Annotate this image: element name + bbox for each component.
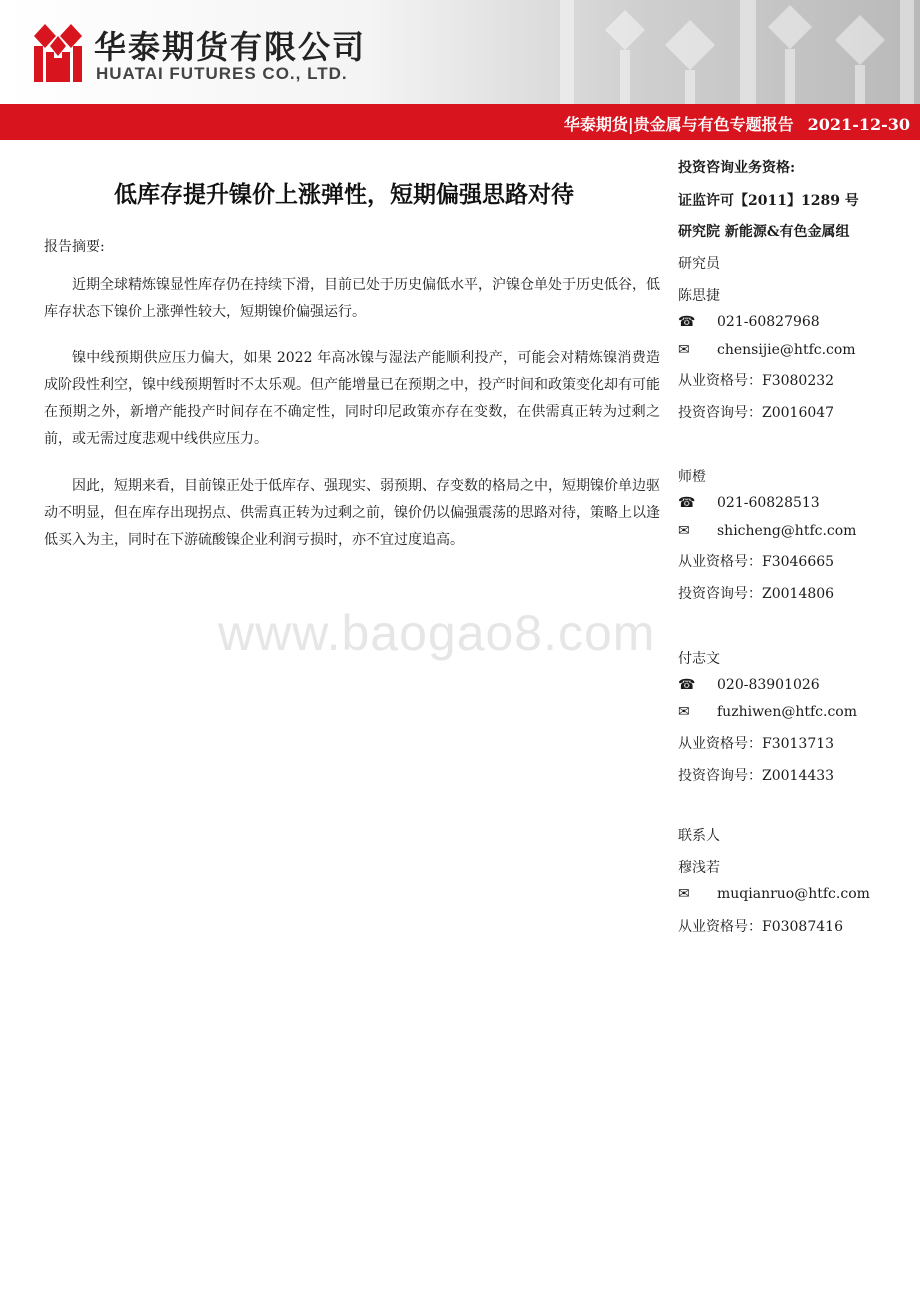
researcher-email-row <box>678 523 857 539</box>
researcher-phone: 021-60828513 <box>717 495 820 511</box>
contact-label: 联系人 <box>678 828 720 844</box>
practice-number: 从业资格号：F3013713 <box>678 736 835 752</box>
researcher-name: 付志文 <box>678 651 720 667</box>
researcher-phone: 021-60827968 <box>717 314 820 330</box>
consult-number: 投资咨询号：Z0014433 <box>678 768 835 784</box>
researcher-phone-row <box>678 677 820 693</box>
phone-icon: ☎ <box>678 677 696 693</box>
summary-paragraph-3: 因此，短期来看，目前镍正处于低库存、强现实、弱预期、存变数的格局之中，短期镍价单边驱动不明显，但在库存出现拐点、供需真正转为过剩之前，镍价仍以偏强震荡的思路对待，策略上以逢低买入为主，同时在下游硫酸镍企业利润亏损时，亦不宜过度追高。 <box>44 478 660 548</box>
mail-icon: ✉ <box>678 704 690 720</box>
contact-name: 穆浅若 <box>678 860 720 876</box>
researcher-name: 陈思捷 <box>678 288 720 304</box>
license-number: 证监许可【2011】1289 号 <box>678 193 859 209</box>
researcher-phone-row <box>678 495 820 511</box>
researcher-phone: 020-83901026 <box>717 677 820 693</box>
company-name-cn: 华泰期货有限公司 <box>94 28 367 66</box>
researcher-label: 研究员 <box>678 256 720 272</box>
banner-text <box>564 112 910 135</box>
department: 研究院 新能源&有色金属组 <box>678 224 850 240</box>
report-category: 华泰期货|贵金属与有色专题报告 <box>563 115 794 134</box>
report-title: 低库存提升镍价上涨弹性，短期偏强思路对待 <box>114 181 574 208</box>
huatai-logo-icon <box>32 22 84 84</box>
contact-email[interactable]: muqianruo@htfc.com <box>717 886 870 902</box>
mail-icon: ✉ <box>678 886 690 902</box>
researcher-email[interactable]: chensijie@htfc.com <box>717 342 856 358</box>
company-name-en: HUATAI FUTURES CO., LTD. <box>96 64 348 83</box>
practice-number: 从业资格号：F3080232 <box>678 373 835 389</box>
researcher-email-row <box>678 704 858 720</box>
researcher-email[interactable]: shicheng@htfc.com <box>717 523 857 539</box>
report-banner <box>0 104 920 140</box>
page-header <box>0 0 920 104</box>
contact-email-row <box>678 886 870 902</box>
phone-icon: ☎ <box>678 314 696 330</box>
researcher-email[interactable]: fuzhiwen@htfc.com <box>717 704 858 720</box>
qualification-label: 投资咨询业务资格: <box>678 160 796 176</box>
report-date: 2021-12-30 <box>807 115 910 134</box>
researcher-email-row <box>678 342 856 358</box>
consult-number: 投资咨询号：Z0016047 <box>678 405 835 421</box>
contact-practice-number: 从业资格号：F03087416 <box>678 919 843 935</box>
consult-number: 投资咨询号：Z0014806 <box>678 586 835 602</box>
mail-icon: ✉ <box>678 342 690 358</box>
mail-icon: ✉ <box>678 523 690 539</box>
researcher-name: 师橙 <box>678 469 706 485</box>
phone-icon: ☎ <box>678 495 696 511</box>
practice-number: 从业资格号：F3046665 <box>678 554 835 570</box>
summary-paragraph-2: 镍中线预期供应压力偏大，如果 2022 年高冰镍与湿法产能顺利投产，可能会对精炼镍消费造成阶段性利空，镍中线预期暂时不太乐观。但产能增量已在预期之中，投产时间和政策变化却有可能在预期之外，新增产能投产时间存在不确定性，同时印尼政策亦存在变数，在供需真正转为过剩之前，或无需过度悲观中线供应压力。 <box>44 350 660 447</box>
watermark: www.baogao8.com <box>218 605 656 661</box>
summary-label: 报告摘要: <box>44 239 105 255</box>
summary-paragraph-1: 近期全球精炼镍显性库存仍在持续下滑，目前已处于历史偏低水平，沪镍仓单处于历史低谷，低库存状态下镍价上涨弹性较大，短期镍价偏强运行。 <box>44 277 660 320</box>
header-decoration <box>540 0 920 104</box>
researcher-phone-row <box>678 314 820 330</box>
